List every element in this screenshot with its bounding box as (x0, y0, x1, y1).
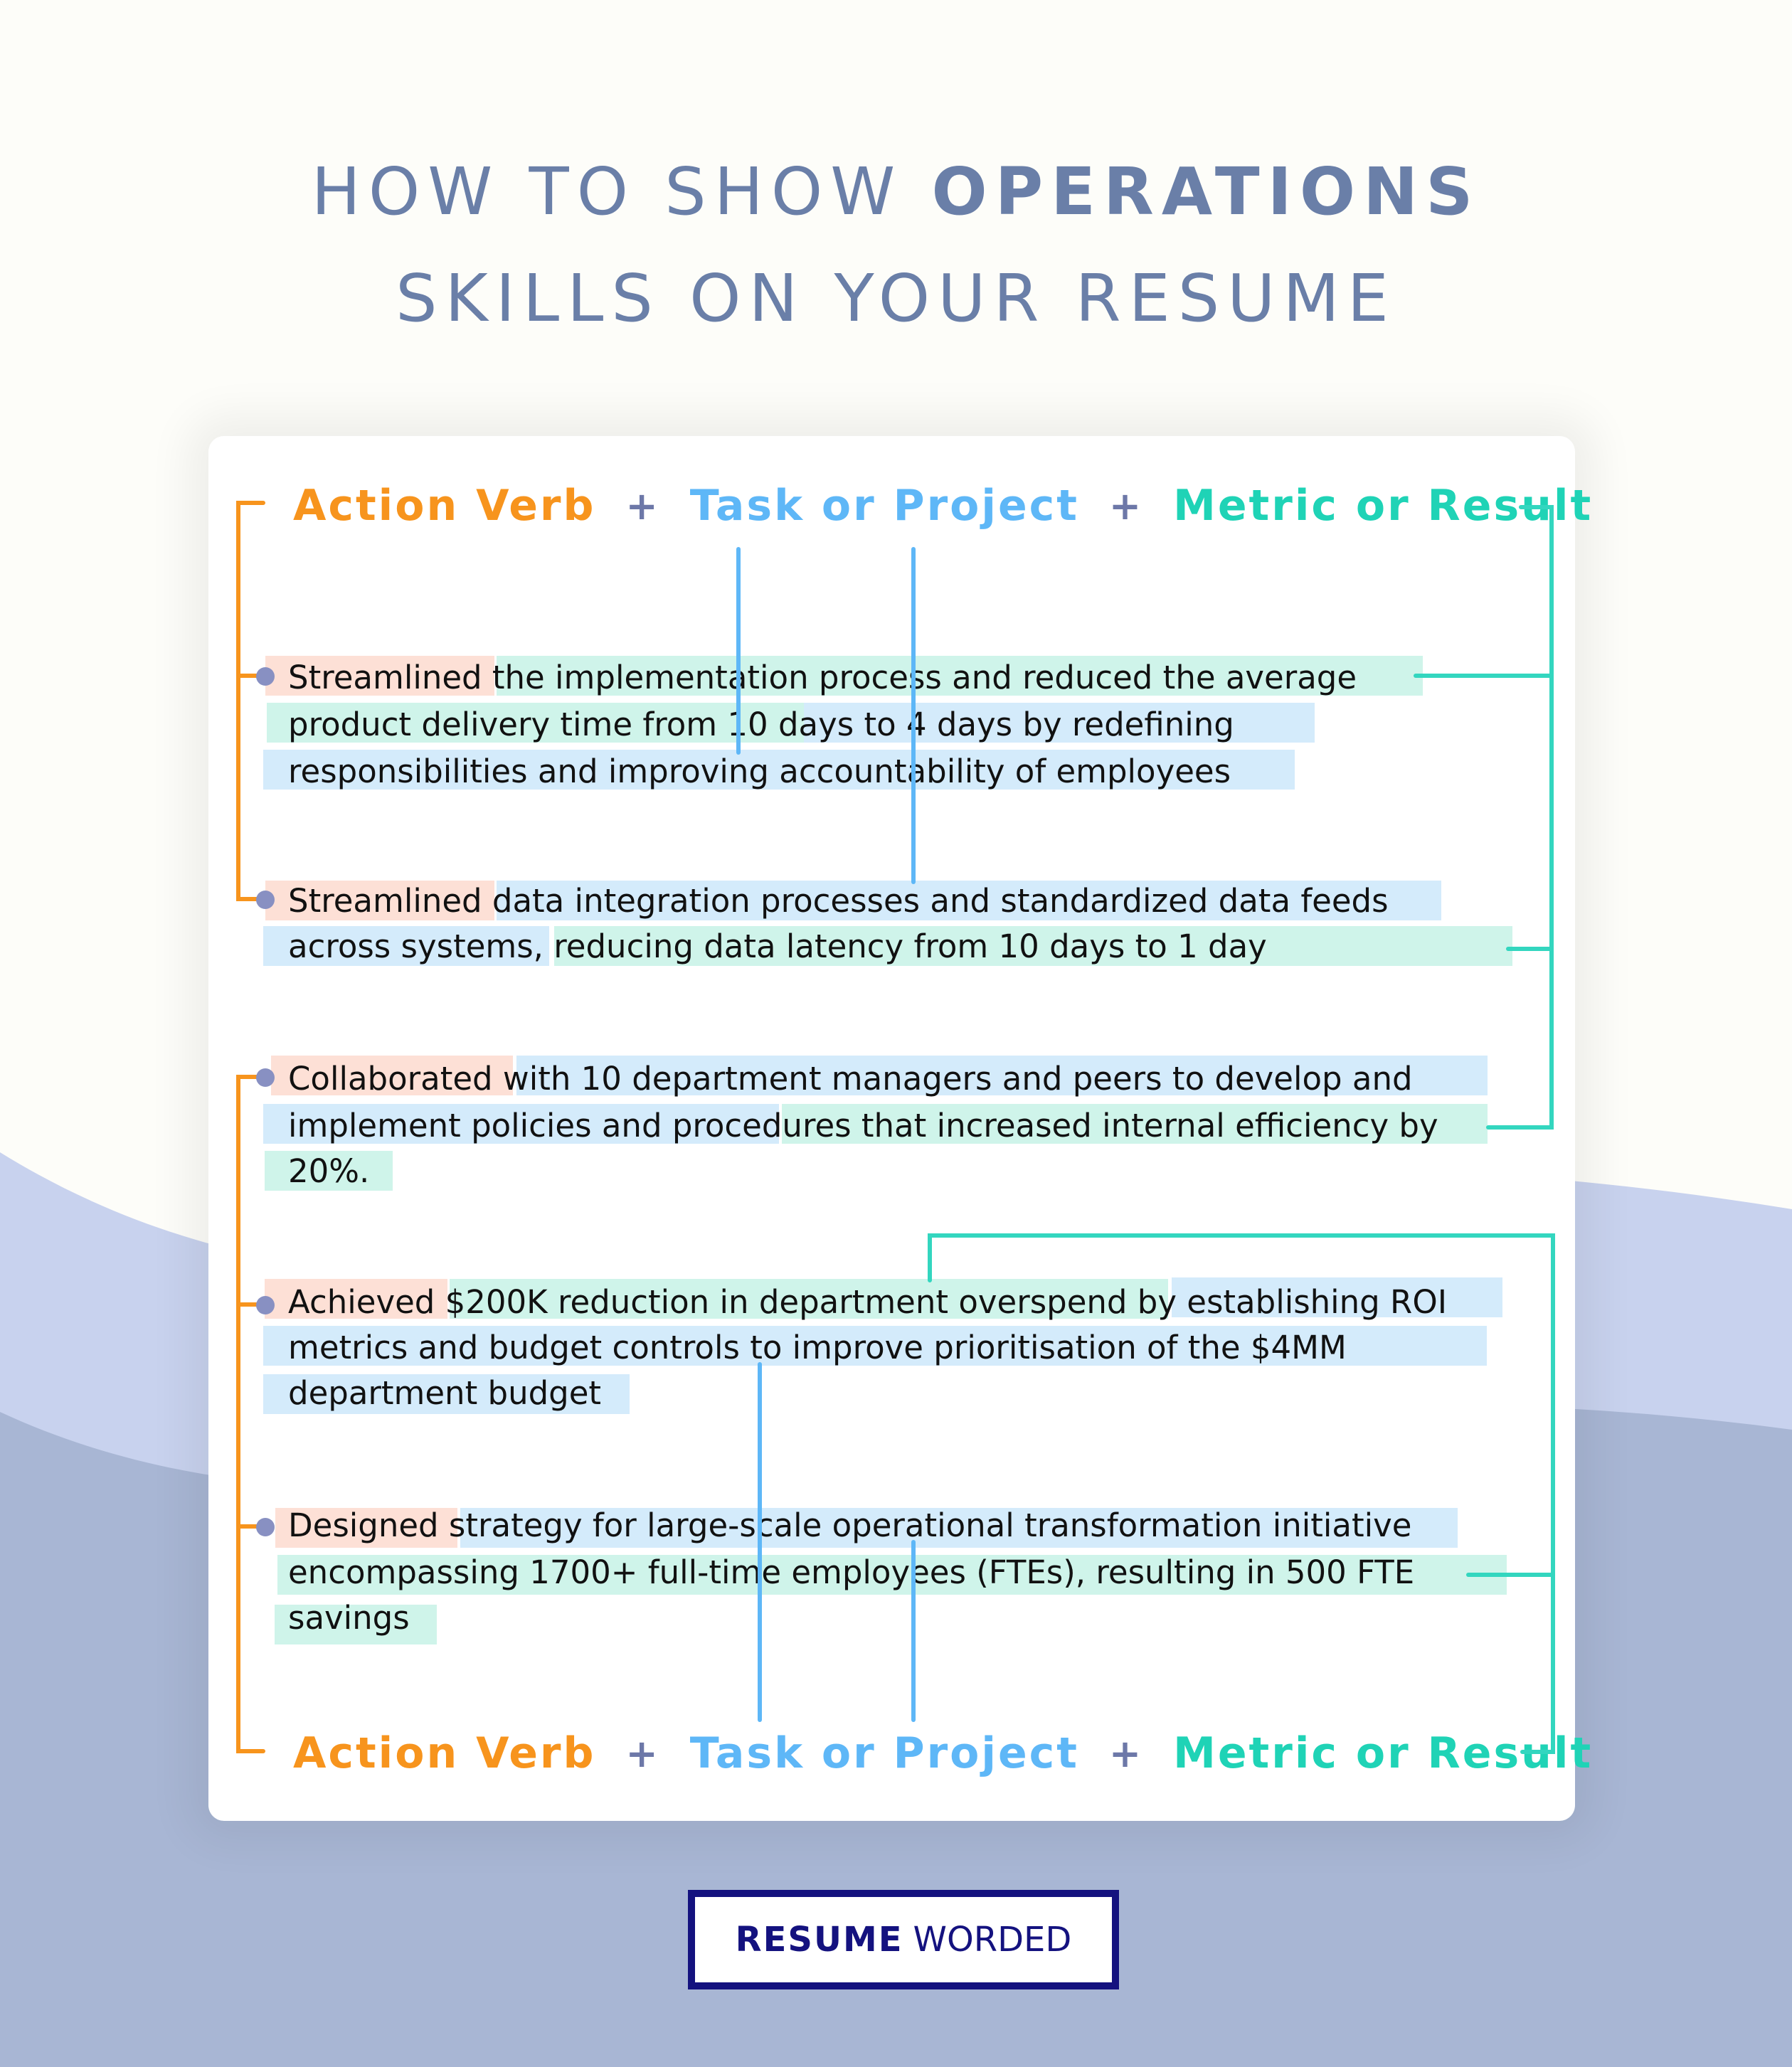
plus-icon: + (625, 1731, 660, 1776)
formula-action-verb: Action Verb (293, 481, 596, 531)
entry-line: Streamlined data integration processes and standardized data feeds (288, 882, 1389, 920)
formula-action-verb: Action Verb (293, 1728, 596, 1778)
entry-line: product delivery time from 10 days to 4 days by redefining (288, 706, 1234, 743)
entry-line: metrics and budget controls to improve prioritisation of the $4MM (288, 1329, 1347, 1366)
entry-line: Designed strategy for large-scale operational transformation initiative (288, 1507, 1412, 1544)
formula-metric-or-result: Metric or Result (1173, 1728, 1594, 1778)
bullet-dot-icon (256, 891, 275, 909)
entry-line: across systems, reducing data latency from 10 days to 1 day (288, 928, 1267, 965)
entry-line: encompassing 1700+ full-time employees (FTEs), resulting in 500 FTE (288, 1553, 1415, 1591)
entry-line: Achieved $200K reduction in department overspend by establishing ROI (288, 1283, 1448, 1321)
formula-task-or-project: Task or Project (689, 1728, 1079, 1778)
bullet-dot-icon (256, 667, 275, 686)
bullet-dot-icon (256, 1296, 275, 1314)
plus-icon: + (1108, 483, 1144, 528)
entry-line: Collaborated with 10 department managers and peers to develop and (288, 1060, 1413, 1098)
title-keyword: OPERATIONS (931, 154, 1481, 230)
entry-line: Streamlined the implementation process and reduced the average (288, 659, 1357, 696)
bullet-dot-icon (256, 1518, 275, 1536)
entry-line: department budget (288, 1374, 602, 1412)
formula-task-or-project: Task or Project (689, 481, 1079, 531)
logo-bold-text: RESUME (735, 1920, 903, 1960)
entry-line: savings (288, 1599, 410, 1637)
entry-line: implement policies and procedures that increased internal efficiency by (288, 1107, 1438, 1144)
plus-icon: + (1108, 1731, 1144, 1776)
title-line-2: SKILLS ON YOUR RESUME (396, 260, 1396, 336)
bullet-dot-icon (256, 1068, 275, 1087)
logo-regular-text: WORDED (913, 1920, 1072, 1960)
formula-top (293, 474, 1593, 538)
entry-line: responsibilities and improving accountability of employees (288, 753, 1231, 790)
plus-icon: + (625, 483, 660, 528)
title-line-1: HOW TO SHOW OPERATIONS (311, 154, 1481, 230)
entry-line: 20%. (288, 1152, 370, 1190)
formula-bottom (293, 1721, 1593, 1785)
page-title (0, 139, 1792, 352)
resume-worded-logo[interactable] (688, 1890, 1119, 1989)
formula-metric-or-result: Metric or Result (1173, 481, 1594, 531)
